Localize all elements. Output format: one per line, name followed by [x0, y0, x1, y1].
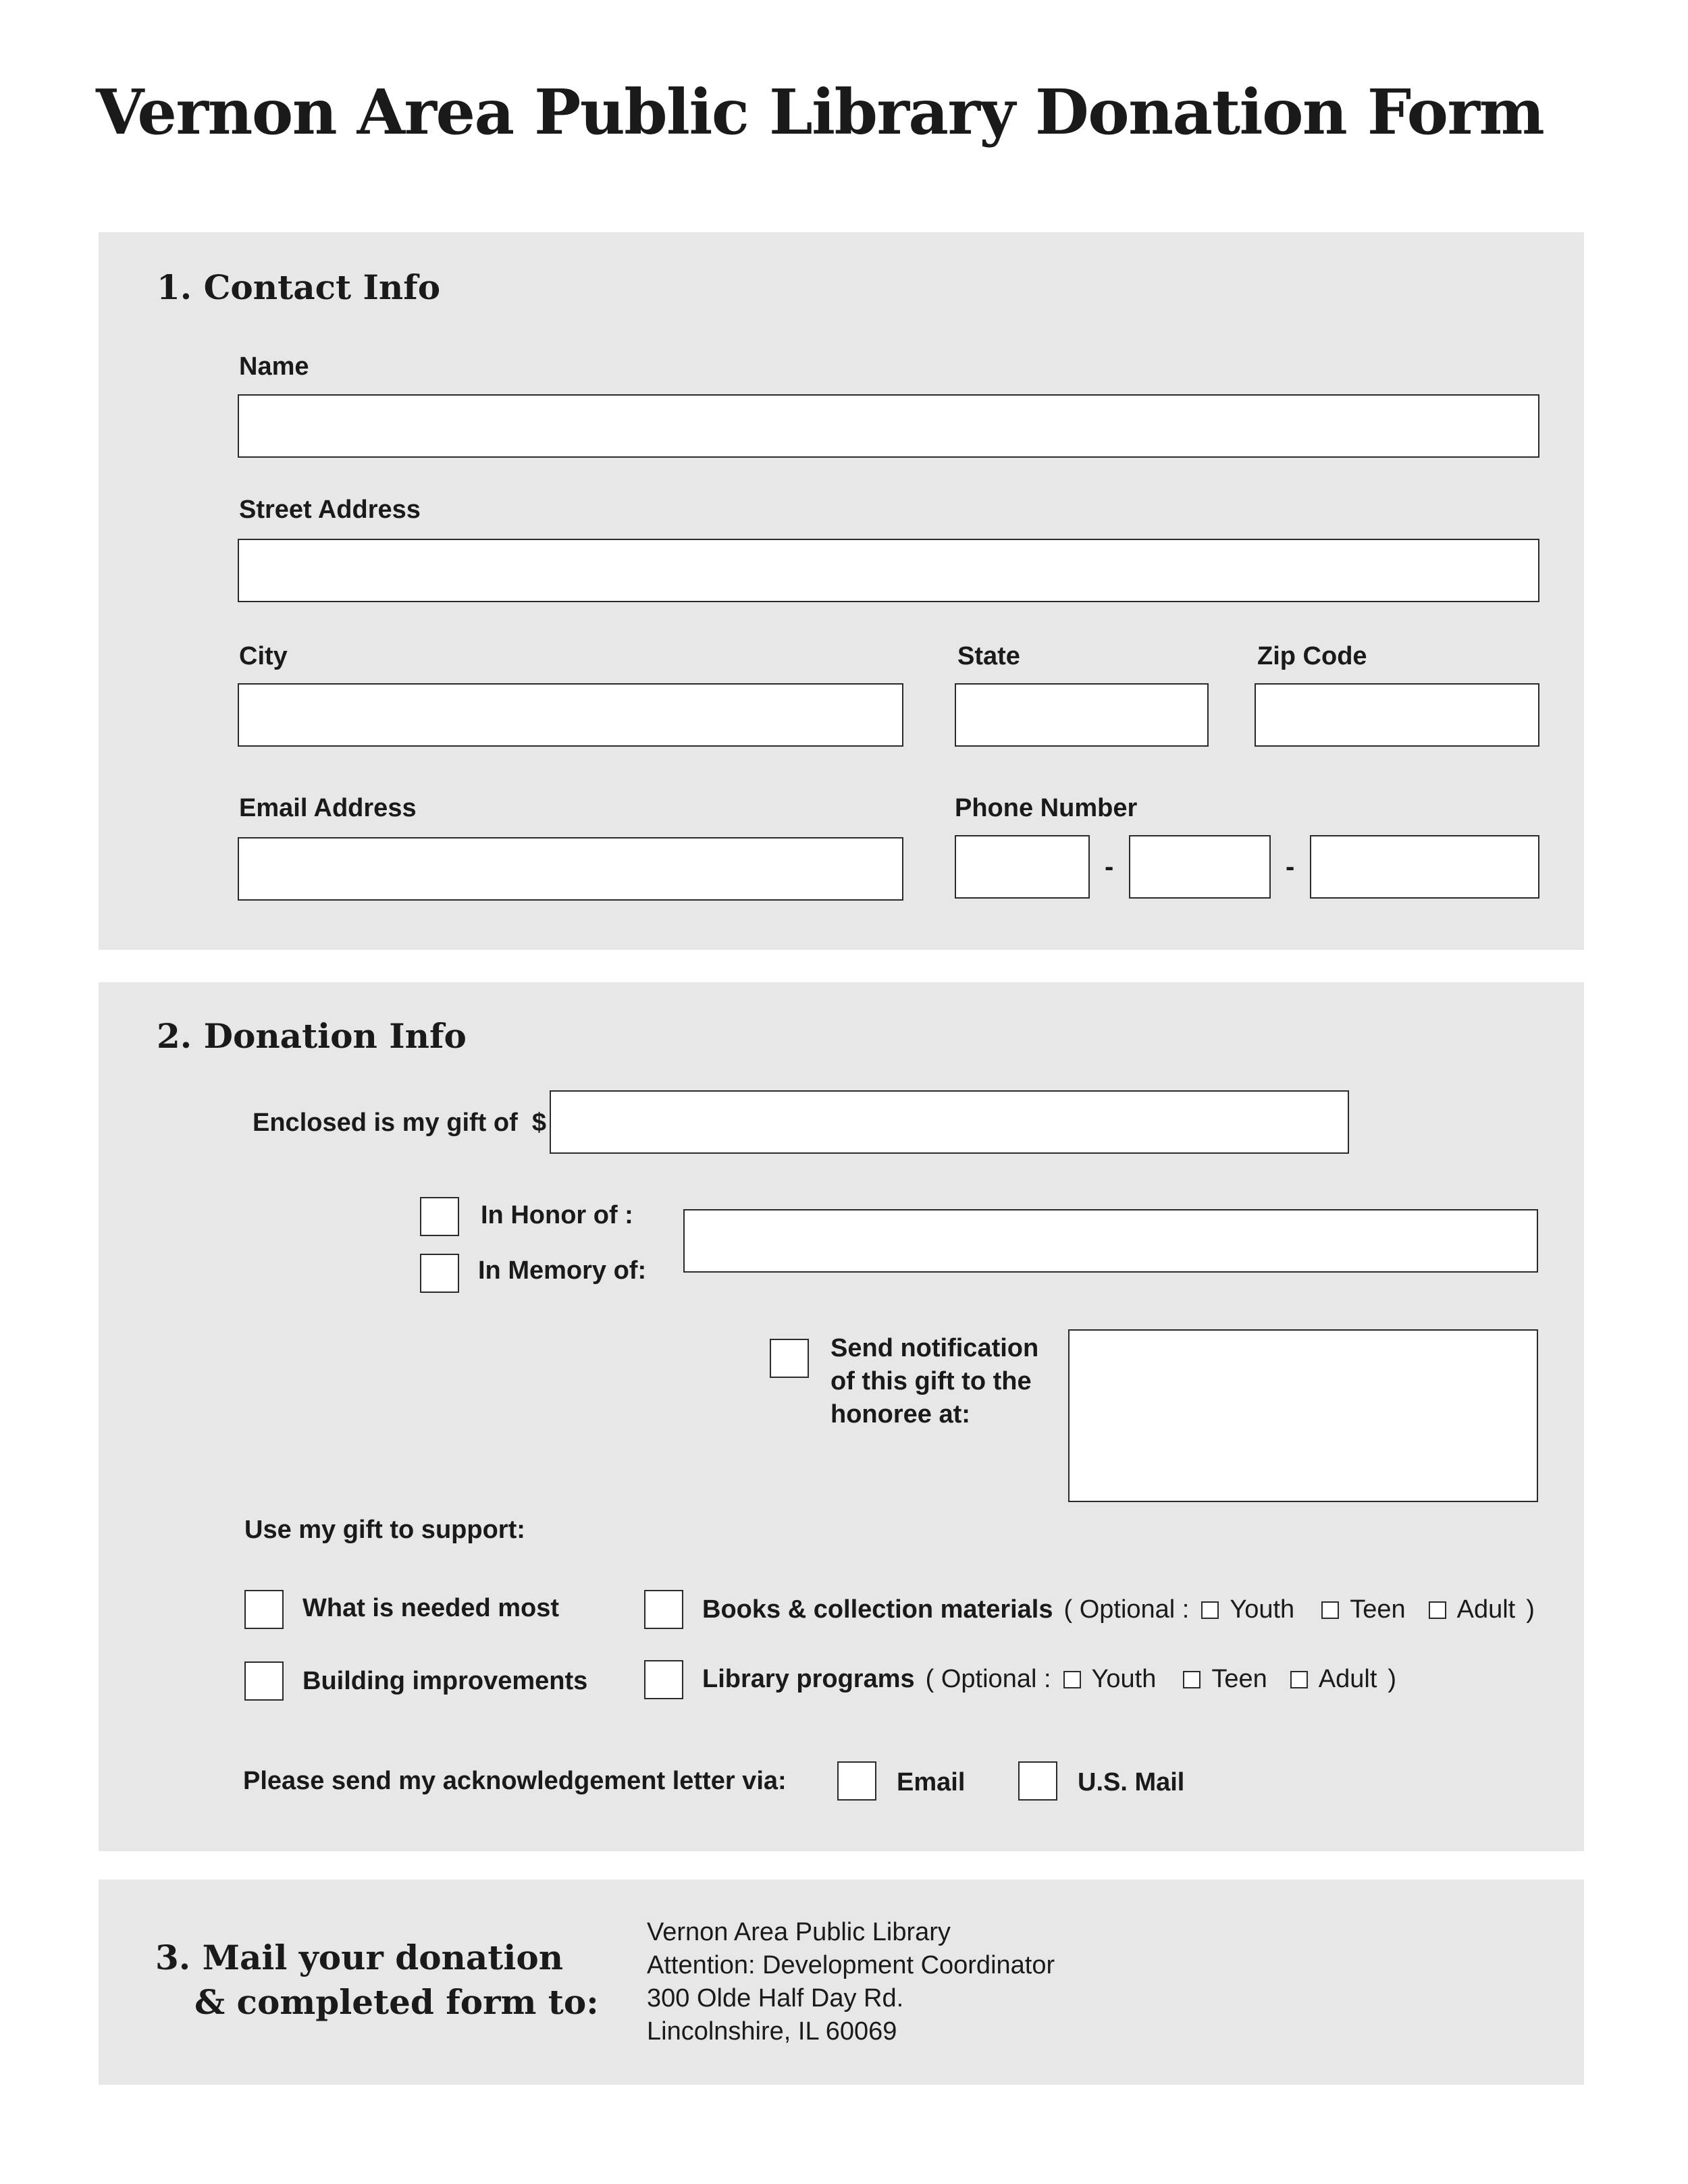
form-title: Vernon Area Public Library Donation Form — [96, 76, 1544, 149]
programs-teen-checkbox[interactable] — [1183, 1671, 1201, 1688]
optional-prefix: ( Optional : — [1063, 1595, 1190, 1624]
acknowledgement-label: Please send my acknowledgement letter via: — [243, 1767, 787, 1795]
books-youth-checkbox[interactable] — [1201, 1601, 1219, 1619]
programs-youth-checkbox[interactable] — [1063, 1671, 1081, 1688]
library-programs-label: Library programs — [702, 1665, 915, 1693]
phone-area-code-field[interactable] — [955, 835, 1090, 899]
youth-label: Youth — [1230, 1595, 1295, 1624]
mailing-address — [647, 1916, 1055, 2048]
in-memory-of-label: In Memory of: — [478, 1256, 647, 1285]
contact-info-heading: 1. Contact Info — [157, 267, 441, 307]
notification-line: of this gift to the — [830, 1367, 1032, 1395]
city-label: City — [239, 642, 288, 670]
building-improvements-checkbox[interactable] — [244, 1661, 284, 1701]
contact-info-section — [99, 232, 1584, 950]
send-notification-label — [830, 1332, 1038, 1431]
mail-heading-line2: & completed form to: — [194, 1982, 599, 2022]
use-gift-label: Use my gift to support: — [244, 1516, 525, 1544]
street-address-field[interactable] — [238, 539, 1539, 602]
email-address-field[interactable] — [238, 837, 903, 901]
honoree-address-field[interactable] — [1068, 1329, 1538, 1502]
address-line: Vernon Area Public Library — [647, 1918, 951, 1946]
ack-us-mail-checkbox[interactable] — [1018, 1761, 1057, 1801]
mail-heading-line1: 3. Mail your donation — [155, 1938, 564, 1977]
in-memory-of-checkbox[interactable] — [420, 1254, 459, 1293]
ack-email-label: Email — [897, 1768, 966, 1796]
donation-info-heading: 2. Donation Info — [157, 1016, 467, 1056]
teen-label: Teen — [1211, 1665, 1267, 1693]
notification-line: Send notification — [830, 1334, 1039, 1362]
optional-close: ) — [1526, 1595, 1535, 1624]
state-label: State — [957, 642, 1020, 670]
phone-prefix-field[interactable] — [1129, 835, 1271, 899]
ack-us-mail-label: U.S. Mail — [1078, 1768, 1185, 1796]
books-adult-checkbox[interactable] — [1429, 1601, 1446, 1619]
needed-most-label: What is needed most — [302, 1594, 560, 1622]
send-notification-checkbox[interactable] — [770, 1339, 809, 1378]
donation-info-section — [99, 982, 1584, 1851]
phone-separator: - — [1286, 852, 1295, 882]
optional-close: ) — [1388, 1665, 1397, 1693]
currency-symbol: $ — [531, 1109, 546, 1137]
ack-email-checkbox[interactable] — [837, 1761, 876, 1801]
state-field[interactable] — [955, 683, 1209, 747]
programs-option-row — [702, 1665, 1396, 1694]
adult-label: Adult — [1318, 1665, 1377, 1693]
name-label: Name — [239, 352, 309, 381]
teen-label: Teen — [1350, 1595, 1406, 1624]
in-honor-of-checkbox[interactable] — [420, 1197, 459, 1236]
books-teen-checkbox[interactable] — [1321, 1601, 1339, 1619]
phone-line-number-field[interactable] — [1310, 835, 1539, 899]
street-address-label: Street Address — [239, 496, 421, 524]
youth-label: Youth — [1091, 1665, 1157, 1693]
gift-amount-text: Enclosed is my gift of — [253, 1109, 518, 1137]
city-field[interactable] — [238, 683, 903, 747]
notification-line: honoree at: — [830, 1400, 970, 1429]
books-checkbox[interactable] — [644, 1590, 683, 1629]
address-line: Lincolnshire, IL 60069 — [647, 2017, 897, 2046]
in-honor-of-label: In Honor of : — [481, 1201, 633, 1229]
phone-separator: - — [1105, 852, 1114, 882]
library-programs-checkbox[interactable] — [644, 1660, 683, 1699]
zip-code-field[interactable] — [1255, 683, 1539, 747]
books-label: Books & collection materials — [702, 1595, 1053, 1624]
name-field[interactable] — [238, 394, 1539, 458]
adult-label: Adult — [1456, 1595, 1516, 1624]
gift-amount-field[interactable] — [550, 1090, 1349, 1154]
gift-amount-label — [253, 1109, 546, 1138]
optional-prefix: ( Optional : — [925, 1665, 1051, 1693]
honoree-name-field[interactable] — [683, 1209, 1538, 1273]
phone-number-label: Phone Number — [955, 794, 1138, 822]
books-option-row — [702, 1595, 1535, 1624]
needed-most-checkbox[interactable] — [244, 1590, 284, 1629]
email-address-label: Email Address — [239, 794, 417, 822]
programs-adult-checkbox[interactable] — [1290, 1671, 1308, 1688]
building-improvements-label: Building improvements — [302, 1667, 588, 1695]
address-line: Attention: Development Coordinator — [647, 1951, 1055, 1979]
address-line: 300 Olde Half Day Rd. — [647, 1984, 904, 2013]
mail-section — [99, 1880, 1584, 2085]
zip-code-label: Zip Code — [1257, 642, 1367, 670]
